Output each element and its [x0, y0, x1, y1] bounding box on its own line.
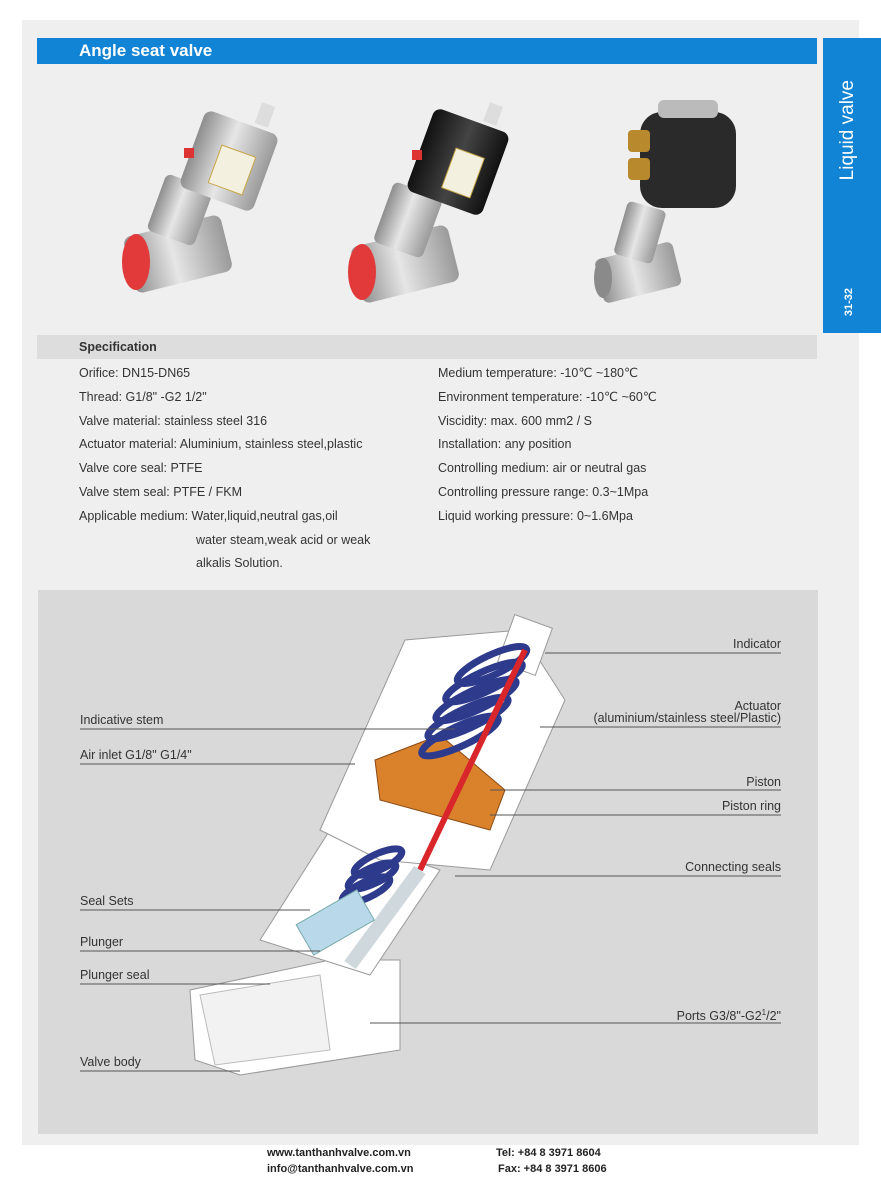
label-air-inlet: Air inlet G1/8" G1/4"	[80, 748, 192, 762]
footer-telephone: Tel: +84 8 3971 8604	[496, 1147, 601, 1159]
label-ports: Ports $G3/8"-G2^1/2$"	[676, 1008, 781, 1024]
label-actuator-materials: (aluminium/stainless steel/Plastic)	[593, 711, 781, 725]
side-tab-label: Liquid valve	[837, 80, 858, 181]
spec-orifice: Orifice: DN15-DN65	[79, 366, 191, 380]
footer-email[interactable]: info@tanthanhvalve.com.vn	[267, 1163, 414, 1175]
footer	[22, 1145, 859, 1175]
spec-installation: Installation: any position	[438, 437, 572, 452]
spec-environment-temperature: Environment temperature: -10℃ ~60℃	[438, 389, 657, 404]
spec-valve-core-seal: Valve core seal: PTFE	[79, 461, 203, 476]
spec-thread: Thread: G1/8" -G2 1/2"	[79, 389, 207, 404]
spec-controlling-pressure: Controlling pressure range: 0.3~1Mpa	[438, 484, 649, 499]
footer-website[interactable]: www.tanthanhvalve.com.vn	[267, 1147, 411, 1159]
specification-heading: Specification	[79, 340, 157, 354]
label-actuator: Actuator	[734, 699, 781, 713]
spec-medium-temperature: Medium temperature: -10℃ ~180℃	[438, 366, 639, 380]
spec-controlling-medium: Controlling medium: air or neutral gas	[438, 461, 647, 476]
spec-viscidity: Viscidity: max. 600 mm2 / S	[438, 413, 592, 428]
label-indicator: Indicator	[733, 637, 781, 651]
label-piston-ring: Piston ring	[721, 799, 781, 813]
label-connecting-seals: Connecting seals	[685, 860, 781, 874]
footer-fax: Fax: +84 8 3971 8606	[498, 1163, 607, 1175]
label-plunger-seal: Plunger seal	[80, 968, 150, 982]
label-valve-body: Valve body	[80, 1055, 141, 1069]
spec-applicable-medium: Applicable medium: Water,liquid,neutral gas,oil	[79, 508, 338, 523]
spec-applicable-medium-cont: alkalis Solution.	[196, 556, 283, 571]
spec-valve-material: Valve material: stainless steel 316	[79, 413, 268, 428]
side-tab-page-numbers: 31-32	[843, 288, 855, 317]
label-seal-sets: Seal Sets	[80, 894, 134, 908]
valve-cutaway-illustration	[190, 615, 565, 1075]
label-plunger: Plunger	[80, 935, 124, 949]
label-indicative-stem: Indicative stem	[80, 713, 164, 727]
spec-applicable-medium-cont: water steam,weak acid or weak	[196, 532, 371, 547]
page-title: Angle seat valve	[79, 41, 213, 60]
spec-liquid-working-pressure: Liquid working pressure: 0~1.6Mpa	[438, 508, 633, 523]
spec-actuator-material: Actuator material: Aluminium, stainless steel,plastic	[79, 437, 363, 452]
spec-valve-stem-seal: Valve stem seal: PTFE / FKM	[79, 484, 243, 499]
label-piston: Piston	[746, 775, 781, 789]
